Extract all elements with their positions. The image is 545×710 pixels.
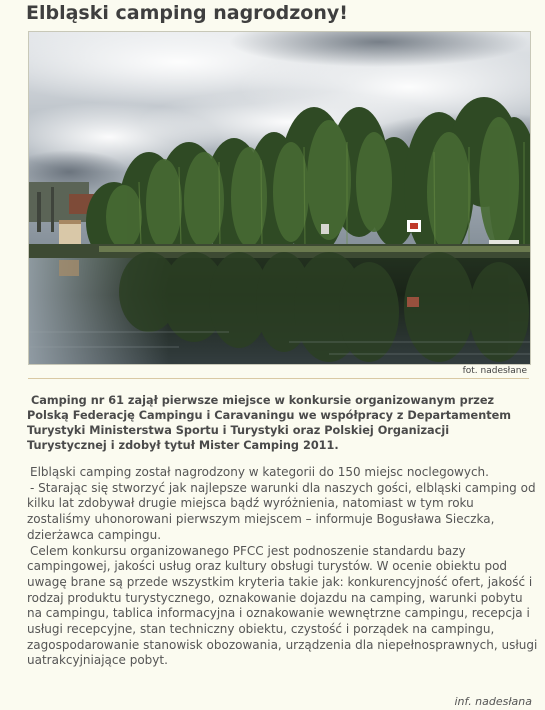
lake-willows-photo [29, 32, 530, 364]
article-source: inf. nadesłana [454, 695, 532, 708]
article-photo [28, 31, 531, 365]
separator-line [28, 378, 529, 379]
article-paragraph: Celem konkursu organizowanego PFCC jest podnoszenie standardu bazy campingowej, jakości usług oraz kultury obsługi turystów. W ocenie obiektu pod uwagę brane są przede wszystkim kryteria takie jak: konkurencyjność ofert, jakość i rodzaj produktu turystycznego, oznakowanie dojazdu na camping, warunki pobytu na campingu, tablica informacyjna i oznakowanie wewnętrzne campingu, recepcja i usługi recepcyjne, stan techniczny obiektu, czystość i porządek na campingu, zagospodarowanie stanowisk obozowania, urządzenia dla niepełnosprawnych, usługi uatrakcyjniające pobyt. [27, 543, 538, 668]
article-title: Elbląski camping nagrodzony! [26, 2, 348, 24]
article-paragraph: Elbląski camping został nagrodzony w kategorii do 150 miejsc noclegowych. [30, 465, 489, 479]
article-lead: Camping nr 61 zajął pierwsze miejsce w konkursie organizowanym przez Polską Federację Campingu i Caravaningu we współpracy z Departamentem Turystyki Ministerstwa Sportu i Turystyki oraz Polskiej Organizacji Turystycznej i zdobył tytuł Mister Camping 2011. [27, 394, 512, 452]
photo-caption: fot. nadesłane [462, 366, 527, 376]
article-body [27, 465, 539, 669]
article-paragraph: - Starając się stworzyć jak najlepsze warunki dla naszych gości, elbląski camping od kilku lat zdobywał drugie miejsca bądź wyróżnienia, natomiast w tym roku zostaliśmy uhonorowani pierwszym miejscem – informuje Bogusława Sieczka, dzierżawca campingu. [27, 480, 536, 542]
